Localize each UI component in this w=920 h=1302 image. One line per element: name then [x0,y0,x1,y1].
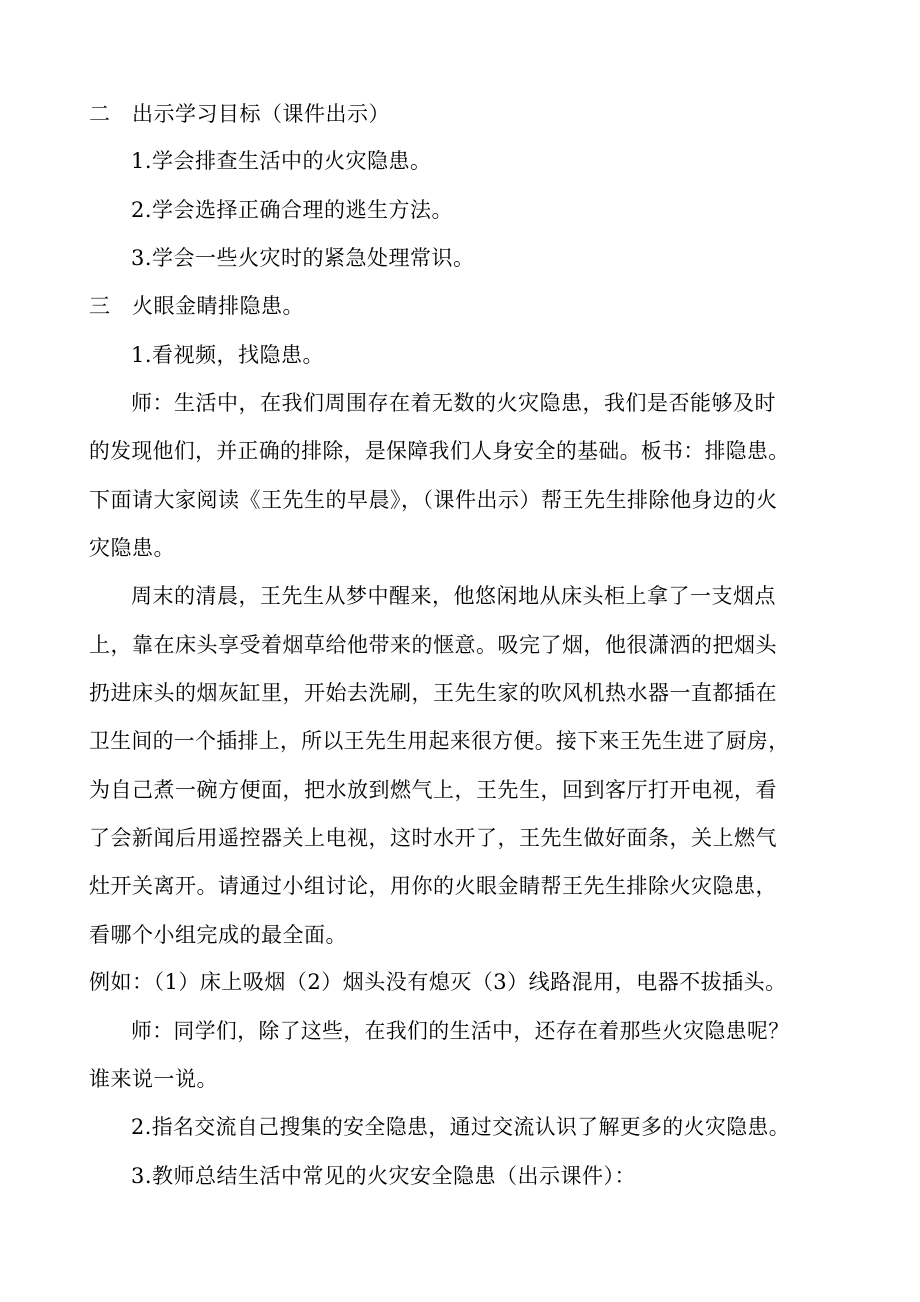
objective-item: 3.学会一些火灾时的紧急处理常识。 [131,246,475,270]
story-line: 周末的清晨，王先生从梦中醒来，他悠闲地从床头柜上拿了一支烟点 [131,584,776,608]
objective-item: 1.学会排查生活中的火灾隐患。 [131,149,432,173]
paragraph-line: 灾隐患。 [89,536,175,560]
paragraph-line: 师：生活中，在我们周围存在着无数的火灾隐患，我们是否能够及时 [131,391,776,415]
paragraph-line: 下面请大家阅读《王先生的早晨》，（课件出示）帮王先生排除他身边的火 [89,488,778,512]
step-item: 3.教师总结生活中常见的火灾安全隐患（出示课件）： [131,1164,637,1188]
story-line: 看哪个小组完成的最全面。 [89,923,347,947]
paragraph-line: 师：同学们，除了这些，在我们的生活中，还存在着那些火灾隐患呢？ [131,1019,790,1043]
section-heading-two: 二 出示学习目标（课件出示） [89,102,390,126]
story-line: 上，靠在床头享受着烟草给他带来的惬意。吸完了烟，他很潇洒的把烟头 [89,633,777,657]
section-heading-three: 三 火眼金睛排隐患。 [89,294,304,318]
objective-item: 2.学会选择正确合理的逃生方法。 [131,198,454,222]
step-item: 1.看视频，找隐患。 [131,343,325,367]
example-line: 例如：（1）床上吸烟（2）烟头没有熄灭（3）线路混用，电器不拔插头。 [89,970,787,994]
story-line: 了会新闻后用遥控器关上电视，这时水开了，王先生做好面条，关上燃气 [89,826,777,850]
story-line: 卫生间的一个插排上，所以王先生用起来很方便。接下来王先生进了厨房， [89,729,790,753]
story-line: 为自己煮一碗方便面，把水放到燃气上，王先生，回到客厅打开电视，看 [89,778,777,802]
story-line: 扔进床头的烟灰缸里，开始去洗刷，王先生家的吹风机热水器一直都插在 [89,681,777,705]
paragraph-line: 的发现他们，并正确的排除，是保障我们人身安全的基础。板书：排隐患。 [89,439,790,463]
story-line: 灶开关离开。请通过小组讨论，用你的火眼金睛帮王先生排除火灾隐患， [89,874,777,898]
step-item: 2.指名交流自己搜集的安全隐患，通过交流认识了解更多的火灾隐患。 [131,1115,791,1139]
paragraph-line: 谁来说一说。 [89,1067,218,1091]
